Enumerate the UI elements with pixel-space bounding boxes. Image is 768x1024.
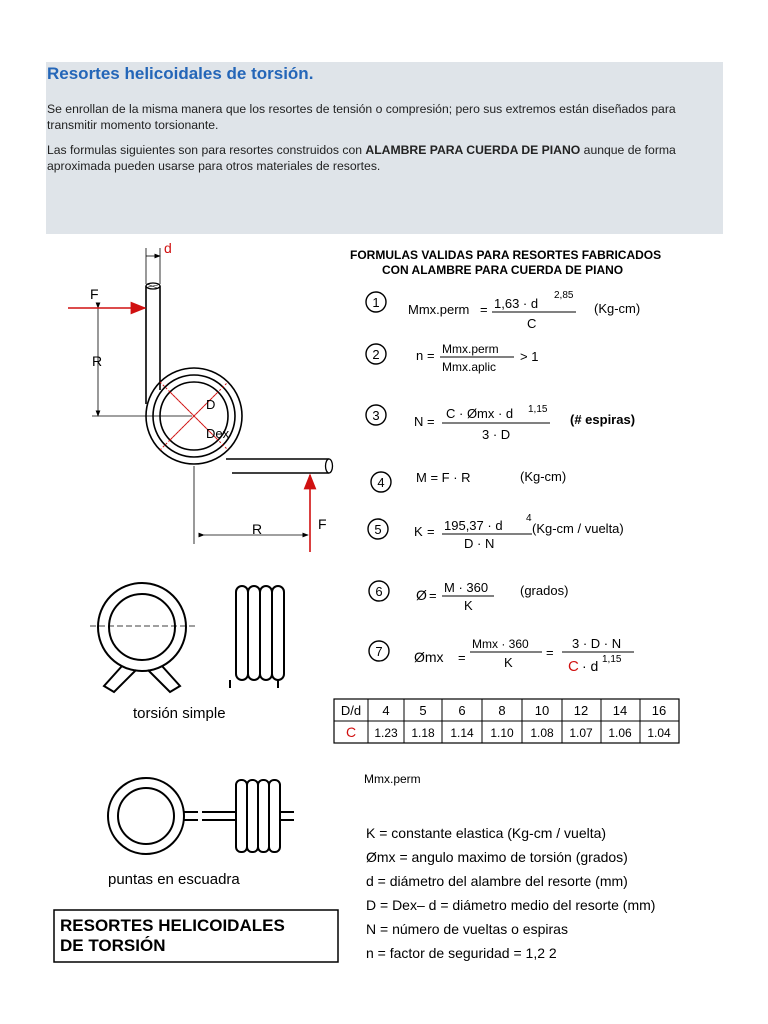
spring-figure (46, 234, 706, 969)
formula-7-equals: = (458, 650, 466, 665)
table-header-cell: 14 (612, 703, 628, 718)
page-title: Resortes helicoidales de torsión. (47, 64, 314, 83)
definition-line: N = número de vueltas o espiras (366, 921, 568, 937)
formula-1-equals: = (480, 302, 488, 317)
title-box-line-2: DE TORSIÓN (60, 936, 166, 955)
label-r-vertical: R (92, 353, 103, 369)
formula-3 (366, 404, 635, 442)
table-header-cell: 12 (573, 703, 589, 718)
formula-6-unit: (grados) (520, 583, 569, 598)
formula-4-number: 4 (377, 475, 385, 490)
c-factor-table (334, 699, 679, 743)
formula-7-denominator-2: · d (582, 658, 599, 674)
intro-text-end: aunque de forma aproximada pueden usarse para otros materiales de resortes. (47, 143, 676, 173)
table-header-cell: 4 (382, 703, 390, 718)
formula-2-numerator: Mmx.perm (442, 342, 499, 356)
formula-6-number: 6 (375, 584, 383, 599)
table-header-cell: 10 (534, 703, 550, 718)
formula-3-denominator: 3 · D (482, 427, 511, 442)
table-value-cell: 1.10 (490, 726, 514, 740)
caption-simple-torsion: torsión simple (133, 705, 226, 722)
formula-7 (369, 636, 634, 675)
formula-4-expression: M = F · R (416, 470, 471, 485)
formula-2-denominator: Mmx.aplic (442, 360, 497, 374)
formula-5-exponent: 4 (526, 513, 532, 524)
definition-line: d = diámetro del alambre del resorte (mm) (366, 873, 628, 889)
table-value-cell: 1.04 (647, 726, 671, 740)
formula-3-numerator: C · Ømx · d (446, 406, 514, 421)
table-header-cell: 5 (419, 703, 427, 718)
formula-1-numerator: 1,63 · d (494, 296, 539, 311)
torsion-spring-diagram (68, 248, 333, 552)
definition-line: Ømx = angulo maximo de torsión (grados) (366, 849, 628, 865)
formula-5-number: 5 (374, 522, 382, 537)
formula-2-condition: > 1 (520, 349, 539, 364)
table-header-cell: 6 (458, 703, 466, 718)
formula-1-denominator: C (527, 316, 537, 331)
formula-7-numerator-2: 3 · D · N (572, 636, 622, 651)
formula-3-equals: = (427, 414, 435, 429)
intro-emphasis: ALAMBRE PARA CUERDA DE PIANO (365, 143, 581, 157)
figure-svg (46, 234, 706, 969)
mmx-perm-label: Mmx.perm (364, 772, 421, 786)
formula-6-equals: = (429, 588, 437, 603)
table-value-cell: 1.06 (608, 726, 632, 740)
label-force-bottom: F (318, 516, 327, 532)
formula-5-unit: (Kg-cm / vuelta) (532, 521, 624, 536)
formulas-heading-line-2: CON ALAMBRE PARA CUERDA DE PIANO (382, 263, 624, 277)
label-r-horizontal: R (252, 521, 263, 537)
label-mean-diameter: D (206, 397, 216, 412)
definition-line: n = factor de seguridad = 1,2 2 (366, 945, 557, 961)
formula-5-denominator: D · N (464, 536, 495, 551)
table-header-cell: D/d (340, 703, 362, 718)
formula-3-number: 3 (372, 408, 380, 423)
table-value-cell: 1.18 (411, 726, 435, 740)
formula-7-equals-2: = (546, 645, 554, 660)
formula-5-equals: = (427, 524, 435, 539)
formula-1 (366, 290, 640, 331)
table-value-cell: 1.14 (450, 726, 474, 740)
formula-4 (371, 469, 566, 492)
table-value-cell: 1.07 (569, 726, 593, 740)
definition-line: K = constante elastica (Kg-cm / vuelta) (366, 825, 607, 841)
simple-torsion-sketch (90, 583, 284, 692)
formula-5 (368, 513, 624, 551)
formula-5-lhs: K (414, 524, 423, 539)
formula-6-denominator: K (464, 598, 473, 613)
square-ends-sketch (108, 778, 294, 854)
formula-7-lhs: Ømx (414, 649, 444, 665)
formula-1-unit: (Kg-cm) (594, 301, 641, 316)
formula-2-equals: = (427, 348, 435, 363)
formula-2-lhs: n (416, 348, 424, 363)
intro-paragraph-2 (47, 142, 719, 174)
formula-2 (366, 342, 538, 374)
intro-text: Las formulas siguientes son para resortes construidos con (47, 143, 366, 157)
formula-6-lhs: Ø (416, 587, 427, 603)
formula-3-lhs: N (414, 414, 424, 429)
formula-3-exponent: 1,15 (528, 404, 548, 415)
formulas-heading-line-1: FORMULAS VALIDAS PARA RESORTES FABRICADOS (350, 248, 662, 262)
caption-square-ends: puntas en escuadra (108, 871, 240, 888)
formula-5-numerator: 195,37 · d (444, 518, 503, 533)
label-outer-diameter: Dex (206, 426, 230, 441)
formula-7-numerator: Mmx · 360 (472, 637, 529, 651)
definition-line: D = Dex– d = diámetro medio del resorte (mm) (366, 897, 656, 913)
formula-2-number: 2 (372, 347, 380, 362)
formula-6 (369, 580, 568, 613)
intro-paragraph-1: Se enrollan de la misma manera que los resortes de tensión o compresión; pero sus extremos están diseñados para transmitir momento torsionante. (47, 102, 676, 132)
table-header-cell: 16 (651, 703, 667, 718)
formula-4-unit: (Kg-cm) (520, 469, 567, 484)
formula-1-exponent: 2,85 (554, 290, 574, 301)
table-row-label: C (345, 724, 357, 740)
table-header-cell: 8 (498, 703, 506, 718)
title-box-line-1: RESORTES HELICOIDALES (60, 916, 285, 935)
formula-7-exponent: 1,15 (602, 654, 622, 665)
label-d: d (164, 240, 172, 256)
formula-7-number: 7 (375, 644, 383, 659)
formula-3-unit: (# espiras) (570, 412, 636, 427)
table-value-cell: 1.08 (530, 726, 554, 740)
formula-7-constant-c: C (568, 658, 579, 675)
table-value-cell: 1.23 (374, 726, 398, 740)
formula-6-numerator: M · 360 (444, 580, 489, 595)
label-force-top: F (90, 286, 99, 302)
formula-1-number: 1 (372, 295, 380, 310)
formula-7-denominator: K (504, 655, 513, 670)
formula-1-lhs: Mmx.perm (408, 302, 470, 317)
